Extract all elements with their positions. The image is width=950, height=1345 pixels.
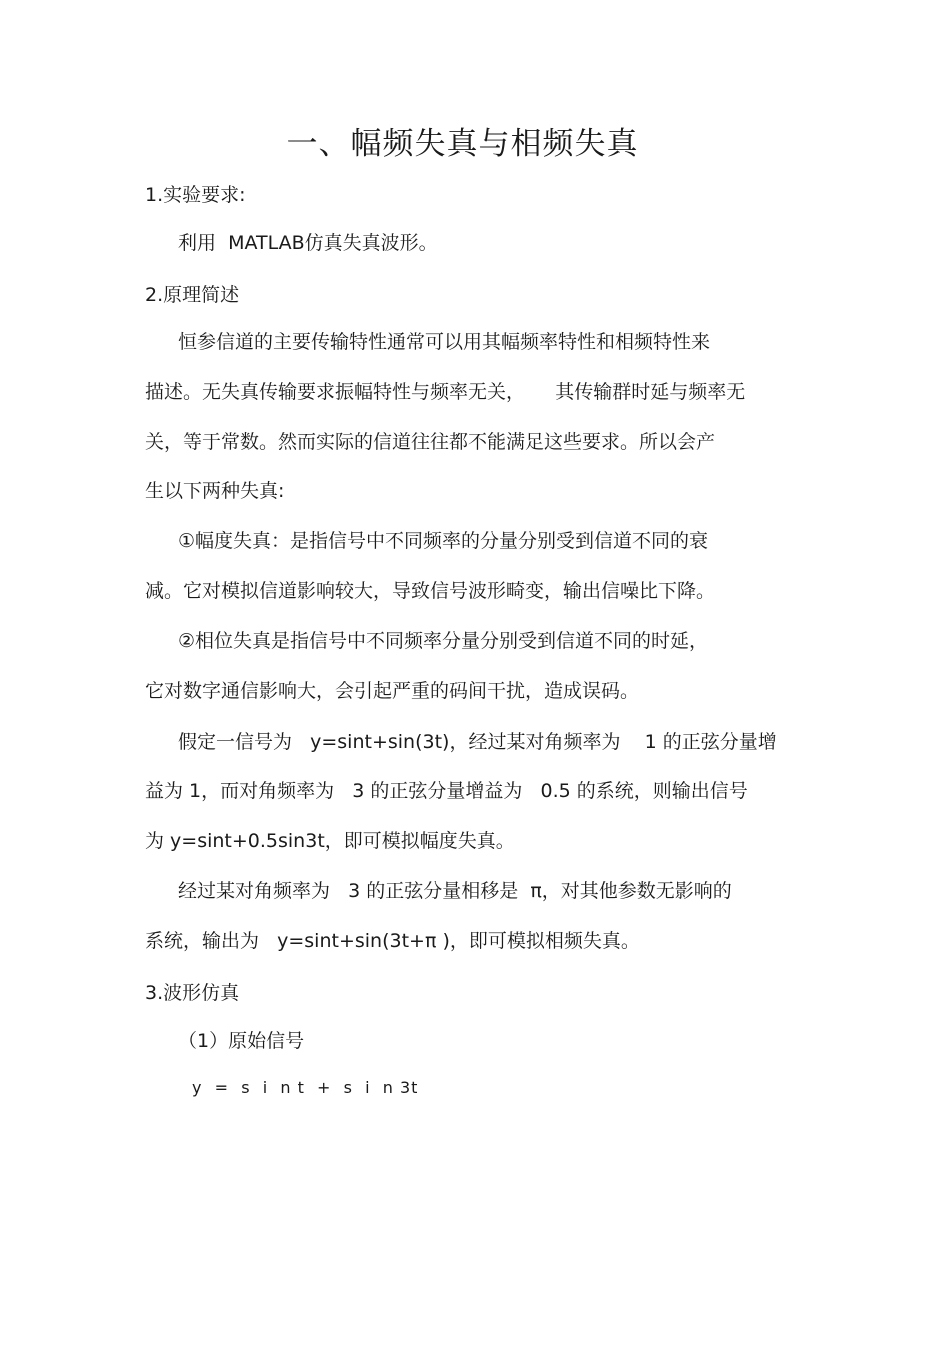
paragraph-line: 恒参信道的主要传输特性通常可以用其幅频率特性和相频特性来 (178, 331, 711, 353)
paragraph-line: 益为 1，而对角频率为 3 的正弦分量增益为 0.5 的系统，则输出信号 (145, 780, 748, 802)
paragraph-line: 系统，输出为 y=sint+sin(3t+π )，即可模拟相频失真。 (145, 930, 640, 952)
paragraph-line: 为 y=sint+0.5sin3t，即可模拟幅度失真。 (145, 830, 515, 852)
formula-original-signal: y = s i n t + s i n 3t (192, 1078, 419, 1097)
paragraph-line: 经过某对角频率为 3 的正弦分量相移是 π，对其他参数无影响的 (178, 880, 732, 902)
page-title: 一、幅频失真与相频失真 (286, 126, 639, 162)
paragraph-line: 假定一信号为 y=sint+sin(3t)，经过某对角频率为 1 的正弦分量增 (178, 731, 777, 753)
paragraph-line: ②相位失真是指信号中不同频率分量分别受到信道不同的时延， (178, 630, 709, 652)
paragraph-line: 减。它对模拟信道影响较大，导致信号波形畸变，输出信噪比下降。 (145, 580, 716, 602)
requirements-text: 利用 MATLAB仿真失真波形。 (178, 232, 438, 254)
section-heading-principle: 2.原理简述 (145, 284, 240, 306)
paragraph-line: ①幅度失真：是指信号中不同频率的分量分别受到信道不同的衰 (178, 530, 709, 552)
paragraph-line: 关，等于常数。然而实际的信道往往都不能满足这些要求。所以会产 (145, 431, 716, 453)
paragraph-line: 描述。无失真传输要求振幅特性与频率无关， 其传输群时延与频率无 (145, 381, 746, 403)
paragraph-line: 生以下两种失真: (145, 480, 285, 502)
section-heading-requirements: 1.实验要求: (145, 184, 246, 206)
subsection-heading-original-signal: （1）原始信号 (178, 1030, 305, 1052)
section-heading-simulation: 3.波形仿真 (145, 982, 240, 1004)
paragraph-line: 它对数字通信影响大，会引起严重的码间干扰，造成误码。 (145, 680, 640, 702)
